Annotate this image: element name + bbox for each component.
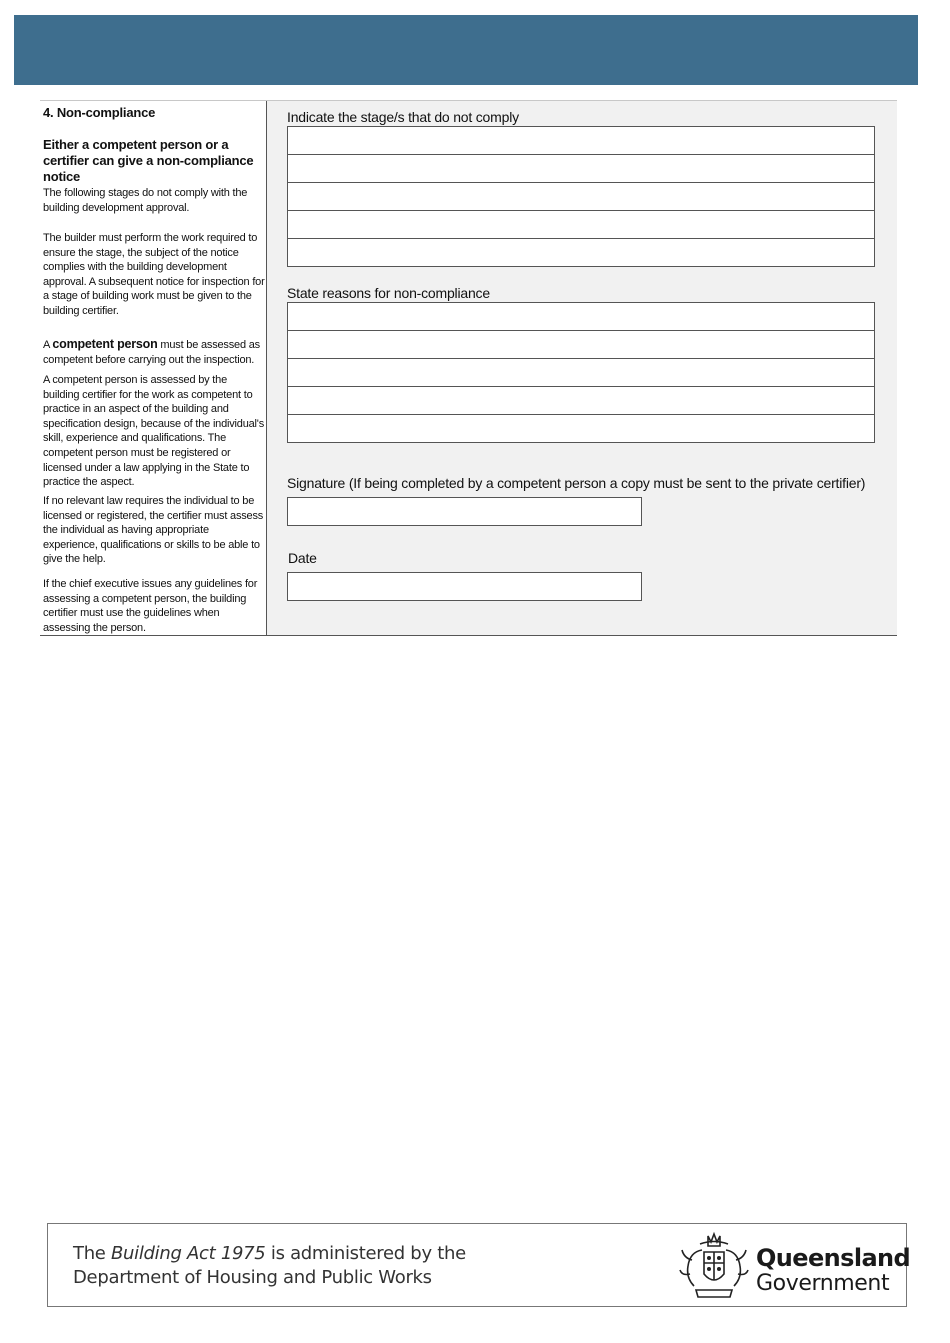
reason-row-2[interactable] xyxy=(288,331,874,359)
footer-banner xyxy=(47,1223,911,1307)
header-band xyxy=(14,15,918,85)
act-name: Building Act 1975 xyxy=(111,1243,266,1264)
stages-label: Indicate the stage/s that do not comply xyxy=(287,109,519,125)
administration-statement xyxy=(73,1242,466,1290)
stage-row-3[interactable] xyxy=(288,183,874,211)
stage-row-2[interactable] xyxy=(288,155,874,183)
department-name: Department of Housing and Public Works xyxy=(73,1267,432,1288)
form-panel xyxy=(267,101,897,635)
stage-row-1[interactable] xyxy=(288,127,874,155)
queensland-wordmark: Queensland xyxy=(756,1244,911,1272)
reasons-field-group xyxy=(287,302,875,443)
competent-person-term: competent person xyxy=(52,337,158,351)
footer-line1-prefix: The xyxy=(73,1243,111,1264)
stage-row-5[interactable] xyxy=(288,239,874,266)
instruction-paragraph-competent-person xyxy=(43,337,265,367)
instruction-paragraph-builder: The builder must perform the work required to ensure the stage, the subject of the notice complies with the building development approval. A subsequent notice for inspection for a stage of building work must be given to the building certifier. xyxy=(43,232,265,317)
reason-row-3[interactable] xyxy=(288,359,874,387)
para3-prefix: A xyxy=(43,339,53,351)
stages-field-group xyxy=(287,126,875,267)
reasons-label: State reasons for non-compliance xyxy=(287,285,490,301)
stage-row-4[interactable] xyxy=(288,211,874,239)
signature-field[interactable] xyxy=(287,497,642,526)
para3-suffix: must be assessed as competent before carrying out the inspection. xyxy=(43,339,260,366)
government-wordmark: Government xyxy=(756,1271,890,1296)
footer-line1-suffix: is administered by the xyxy=(265,1243,466,1264)
instruction-paragraph-assessment: A competent person is assessed by the building certifier for the work as competent to practice in an aspect of the building and specification design, because of the individual's skill, experience and qualifications. The competent person must be registered or licensed under a law applying in the State to practice the aspect. xyxy=(43,374,265,489)
instruction-paragraph-stages: The following stages do not comply with the building development approval. xyxy=(43,187,248,214)
date-label: Date xyxy=(288,550,317,566)
section-title: 4. Non-compliance xyxy=(43,105,156,120)
instruction-paragraph-guidelines: If the chief executive issues any guidelines for assessing a competent person, the building certifier must use the guidelines when assessing the person. xyxy=(43,578,258,634)
instructions-column xyxy=(40,101,267,635)
date-field[interactable] xyxy=(287,572,642,601)
reason-row-4[interactable] xyxy=(288,387,874,415)
signature-label: Signature (If being completed by a competent person a copy must be sent to the private certifier) xyxy=(287,475,866,491)
reason-row-5[interactable] xyxy=(288,415,874,442)
queensland-coat-of-arms-icon xyxy=(678,1230,750,1302)
instruction-paragraph-no-relevant-law: If no relevant law requires the individual to be licensed or registered, the certifier must assess the individual as having appropriate experience, qualifications or skills to be able to give the help. xyxy=(43,495,264,566)
non-compliance-section xyxy=(40,100,897,636)
reason-row-1[interactable] xyxy=(288,303,874,331)
notice-heading: Either a competent person or a certifier can give a non-compliance notice xyxy=(43,137,254,184)
